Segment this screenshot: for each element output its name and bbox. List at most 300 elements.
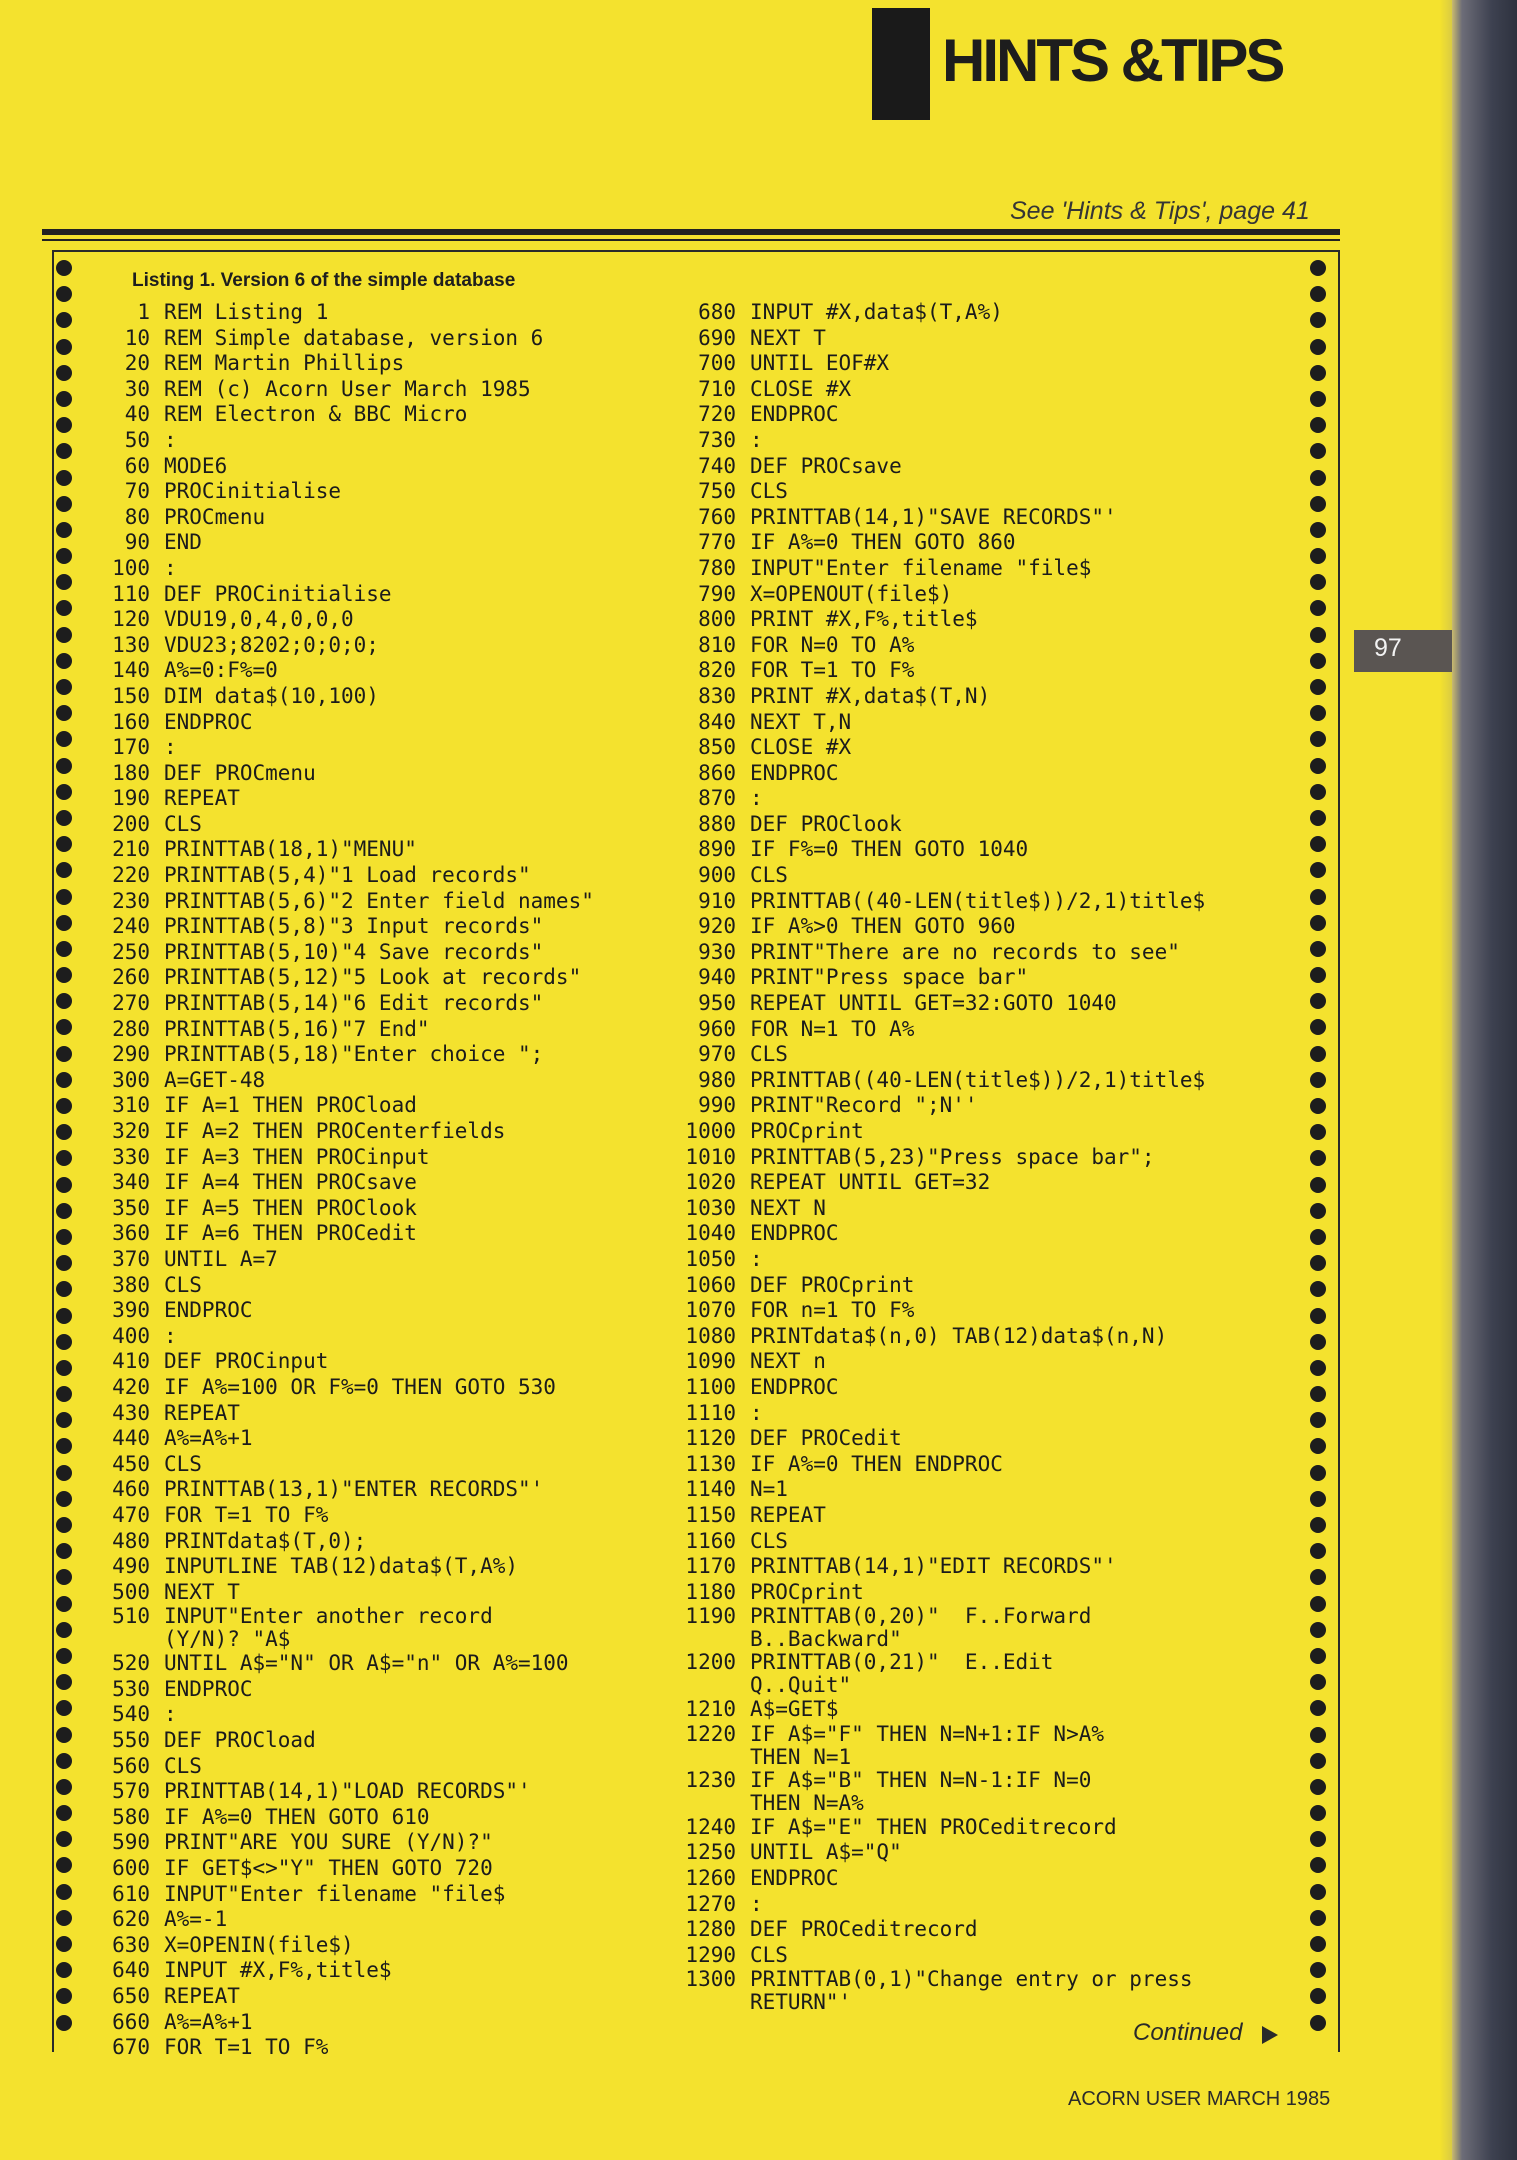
line-number: 330	[112, 1144, 150, 1169]
code-text: DEF PROCeditrecord	[750, 1917, 978, 1942]
header-accent-bar	[872, 8, 930, 120]
code-line	[658, 607, 1205, 633]
code-line	[658, 1723, 1205, 1769]
tractor-hole	[1310, 260, 1326, 276]
line-number: 1200	[685, 1650, 736, 1675]
code-text: IF A=2 THEN PROCenterfields	[164, 1119, 506, 1143]
code-text: IF A%=100 OR F%=0 THEN GOTO 530	[164, 1374, 556, 1399]
tractor-hole	[56, 2015, 72, 2031]
tractor-hole	[1310, 1072, 1326, 1088]
tractor-hole	[1310, 1962, 1326, 1978]
code-line	[72, 1907, 594, 1933]
line-number: 1300	[685, 1967, 736, 1992]
tractor-hole	[56, 731, 72, 747]
code-line	[72, 1273, 594, 1299]
tractor-hole	[56, 312, 72, 328]
line-number: 1090	[685, 1349, 736, 1374]
line-number: 570	[112, 1779, 150, 1804]
code-text: END	[164, 530, 202, 555]
line-number: 180	[112, 760, 150, 785]
code-text: NEXT T,N	[750, 709, 852, 734]
code-line	[658, 582, 1205, 608]
code-text: PRINTTAB(5,18)"Enter choice ";	[164, 1042, 544, 1067]
line-number: 350	[112, 1195, 150, 1220]
line-number: 1190	[685, 1604, 736, 1629]
line-number: 1250	[685, 1840, 736, 1865]
tractor-hole	[56, 1648, 72, 1664]
code-text: MODE6	[164, 453, 228, 478]
code-text: PROCinitialise	[164, 479, 342, 504]
code-text: DIM data$(10,100)	[164, 683, 379, 708]
code-text: REPEAT	[750, 1502, 826, 1527]
code-line	[658, 1170, 1205, 1196]
line-number: 480	[112, 1528, 150, 1553]
line-number: 1280	[685, 1917, 736, 1942]
line-number: 150	[112, 683, 150, 708]
code-text: INPUT #X,F%,title$	[164, 1958, 392, 1983]
line-number: 770	[698, 530, 736, 555]
tractor-hole	[1310, 889, 1326, 905]
code-text: PROCprint	[750, 1579, 864, 1604]
line-number: 1010	[685, 1144, 736, 1169]
code-text: IF A%=0 THEN GOTO 860	[750, 530, 1016, 555]
tractor-hole	[1310, 470, 1326, 486]
code-line	[72, 1958, 594, 1984]
line-number: 250	[112, 939, 150, 964]
line-number: 440	[112, 1426, 150, 1451]
line-number: 60	[124, 453, 150, 478]
code-line	[72, 1042, 594, 1068]
tractor-hole	[1310, 1857, 1326, 1873]
code-line	[72, 889, 594, 915]
code-line	[72, 1580, 594, 1606]
code-line	[72, 914, 594, 940]
code-line	[72, 837, 594, 863]
code-text: IF GET$<>"Y" THEN GOTO 720	[164, 1856, 493, 1881]
code-line	[658, 1042, 1205, 1068]
code-line	[72, 1452, 594, 1478]
tractor-hole	[1310, 731, 1326, 747]
code-line	[658, 1298, 1205, 1324]
code-line	[72, 1702, 594, 1728]
tractor-hole	[56, 1255, 72, 1271]
tractor-hole	[56, 417, 72, 433]
line-number: 990	[698, 1093, 736, 1118]
code-text: REPEAT	[164, 786, 240, 811]
tractor-hole	[56, 1674, 72, 1690]
line-number: 340	[112, 1170, 150, 1195]
line-number: 190	[112, 786, 150, 811]
line-number: 70	[124, 479, 150, 504]
tractor-hole	[56, 1124, 72, 1140]
code-line	[658, 1917, 1205, 1943]
line-number: 290	[112, 1042, 150, 1067]
tractor-hole	[56, 574, 72, 590]
code-line	[72, 735, 594, 761]
code-text: PRINTdata$(T,0);	[164, 1528, 367, 1553]
line-number: 690	[698, 325, 736, 350]
tractor-hole	[56, 1229, 72, 1245]
tractor-hole	[1310, 1150, 1326, 1166]
code-text: ENDPROC	[164, 709, 253, 734]
code-line	[658, 1375, 1205, 1401]
code-line	[658, 300, 1205, 326]
tractor-hole	[1310, 1805, 1326, 1821]
line-number: 660	[112, 2009, 150, 2034]
listing-caption: Listing 1. Version 6 of the simple database	[132, 270, 516, 291]
tractor-hole	[56, 1177, 72, 1193]
tractor-hole	[56, 1543, 72, 1559]
code-line	[72, 1779, 594, 1805]
code-text: IF F%=0 THEN GOTO 1040	[750, 837, 1029, 862]
code-text: IF A=6 THEN PROCedit	[164, 1221, 417, 1246]
tractor-hole	[1310, 574, 1326, 590]
code-text: PRINTTAB(5,23)"Press space bar";	[750, 1144, 1155, 1169]
code-line	[72, 505, 594, 531]
code-text: PRINTTAB(5,10)"4 Save records"	[164, 939, 544, 964]
line-number: 1220	[685, 1721, 736, 1746]
line-number: 610	[112, 1881, 150, 1906]
line-number: 1160	[685, 1528, 736, 1553]
code-line	[658, 1324, 1205, 1350]
tractor-hole	[1310, 312, 1326, 328]
code-line	[658, 351, 1205, 377]
tractor-hole	[56, 1779, 72, 1795]
line-number: 1260	[685, 1866, 736, 1891]
code-line	[658, 837, 1205, 863]
line-number: 960	[698, 1016, 736, 1041]
code-text: CLS	[750, 1042, 788, 1067]
code-text: :	[750, 1891, 763, 1916]
code-line	[658, 1651, 1205, 1697]
code-line	[658, 1840, 1205, 1866]
code-text: :	[750, 1246, 763, 1271]
line-number: 630	[112, 1932, 150, 1957]
code-text: A%=A%+1	[164, 2009, 253, 2034]
tractor-hole	[1310, 417, 1326, 433]
line-number: 750	[698, 479, 736, 504]
line-number: 1170	[685, 1554, 736, 1579]
code-line	[658, 965, 1205, 991]
tractor-hole	[56, 1753, 72, 1769]
code-line	[72, 1324, 594, 1350]
code-line	[658, 1892, 1205, 1918]
code-text: REM Listing 1	[164, 300, 329, 324]
tractor-hole	[1310, 679, 1326, 695]
line-number: 830	[698, 683, 736, 708]
line-number: 980	[698, 1067, 736, 1092]
line-number: 650	[112, 1984, 150, 2008]
line-number: 840	[698, 709, 736, 734]
tractor-hole	[1310, 836, 1326, 852]
code-line	[658, 1529, 1205, 1555]
tractor-hole	[56, 443, 72, 459]
code-text: DEF PROCinitialise	[164, 581, 392, 606]
code-line	[658, 1221, 1205, 1247]
code-line	[72, 1017, 594, 1043]
line-number: 200	[112, 811, 150, 836]
code-line	[72, 1119, 594, 1145]
tractor-hole	[1310, 1386, 1326, 1402]
code-text: IF A$="F" THEN N=N+1:IF N>A% THEN N=1	[750, 1721, 1105, 1769]
code-line	[72, 863, 594, 889]
tractor-hole	[1310, 1124, 1326, 1140]
line-number: 170	[112, 735, 150, 760]
code-line	[658, 1145, 1205, 1171]
code-line	[658, 786, 1205, 812]
code-text: IF A%=0 THEN ENDPROC	[750, 1451, 1003, 1476]
code-text: FOR T=1 TO F%	[750, 658, 915, 683]
tractor-hole	[1310, 1988, 1326, 2004]
code-line	[658, 658, 1205, 684]
line-number: 760	[698, 504, 736, 529]
code-line	[658, 1477, 1205, 1503]
tractor-hole	[1310, 1543, 1326, 1559]
code-line	[658, 1401, 1205, 1427]
code-text: A%=-1	[164, 1907, 228, 1932]
tractor-hole	[56, 653, 72, 669]
line-number: 520	[112, 1651, 150, 1676]
tractor-hole	[56, 836, 72, 852]
code-line	[72, 351, 594, 377]
tractor-hole	[56, 627, 72, 643]
tractor-hole	[1310, 1674, 1326, 1690]
line-number: 320	[112, 1119, 150, 1143]
code-text: IF A=3 THEN PROCinput	[164, 1144, 430, 1169]
code-text: INPUTLINE TAB(12)data$(T,A%)	[164, 1554, 519, 1579]
code-text: PRINTTAB(5,14)"6 Edit records"	[164, 991, 544, 1016]
code-text: PRINTTAB(14,1)"SAVE RECORDS"'	[750, 504, 1117, 529]
tractor-hole	[56, 1517, 72, 1533]
line-number: 500	[112, 1579, 150, 1604]
tractor-hole	[1310, 1412, 1326, 1428]
page-number: 97	[1374, 634, 1402, 662]
line-number: 260	[112, 965, 150, 990]
code-text: :	[750, 786, 763, 811]
tractor-hole	[56, 1465, 72, 1481]
line-number: 870	[698, 786, 736, 811]
tractor-hole	[56, 470, 72, 486]
tractor-hole	[1310, 967, 1326, 983]
line-number: 1140	[685, 1477, 736, 1502]
code-line	[658, 1769, 1205, 1815]
tractor-hole	[56, 705, 72, 721]
tractor-hole	[56, 1700, 72, 1716]
line-number: 510	[112, 1604, 150, 1629]
line-number: 370	[112, 1246, 150, 1271]
code-text: :	[750, 1400, 763, 1425]
line-number: 1050	[685, 1246, 736, 1271]
code-text: PRINT #X,F%,title$	[750, 607, 978, 632]
code-line	[72, 326, 594, 352]
code-text: FOR T=1 TO F%	[164, 2035, 329, 2060]
tractor-hole	[56, 1072, 72, 1088]
tractor-hole	[56, 365, 72, 381]
code-text: DEF PROCload	[164, 1728, 316, 1753]
code-line	[658, 1943, 1205, 1969]
code-text: A$=GET$	[750, 1697, 839, 1722]
code-line	[72, 1754, 594, 1780]
code-text: DEF PROCsave	[750, 453, 902, 478]
tractor-hole	[1310, 522, 1326, 538]
code-line	[658, 684, 1205, 710]
line-number: 580	[112, 1804, 150, 1829]
tractor-hole	[56, 1569, 72, 1585]
tractor-hole	[1310, 862, 1326, 878]
line-number: 590	[112, 1830, 150, 1855]
code-text: CLS	[164, 1451, 202, 1476]
line-number: 860	[698, 760, 736, 785]
tractor-hole	[1310, 496, 1326, 512]
code-line	[72, 1145, 594, 1171]
tractor-hole	[1310, 1229, 1326, 1245]
line-number: 1270	[685, 1891, 736, 1916]
code-line	[72, 428, 594, 454]
code-text: ENDPROC	[164, 1676, 253, 1701]
tractor-hole	[56, 1727, 72, 1743]
code-text: PRINTTAB(13,1)"ENTER RECORDS"'	[164, 1477, 544, 1502]
line-number: 1080	[685, 1323, 736, 1348]
tractor-hole	[1310, 810, 1326, 826]
code-line	[72, 658, 594, 684]
code-text: PRINTTAB(14,1)"EDIT RECORDS"'	[750, 1554, 1117, 1579]
line-number: 220	[112, 863, 150, 888]
code-column-left	[72, 300, 594, 2061]
tractor-hole	[1310, 1622, 1326, 1638]
tractor-hole	[56, 1596, 72, 1612]
code-line	[658, 1697, 1205, 1723]
code-text: DEF PROCinput	[164, 1349, 329, 1374]
tractor-hole	[1310, 653, 1326, 669]
line-number: 460	[112, 1477, 150, 1502]
tractor-holes-right	[1310, 260, 1328, 2041]
tractor-hole	[56, 1962, 72, 1978]
tractor-hole	[56, 862, 72, 878]
code-text: CLS	[750, 863, 788, 888]
code-text: X=OPENOUT(file$)	[750, 581, 953, 606]
line-number: 600	[112, 1856, 150, 1881]
tractor-hole	[1310, 1596, 1326, 1612]
tractor-hole	[1310, 1308, 1326, 1324]
line-number: 300	[112, 1067, 150, 1092]
tractor-hole	[56, 1360, 72, 1376]
line-number: 1180	[685, 1579, 736, 1604]
line-number: 530	[112, 1676, 150, 1701]
line-number: 970	[698, 1042, 736, 1067]
code-text: IF A=1 THEN PROCload	[164, 1093, 417, 1118]
code-text: FOR N=1 TO A%	[750, 1016, 915, 1041]
code-line	[658, 863, 1205, 889]
tractor-hole	[56, 889, 72, 905]
code-line	[658, 914, 1205, 940]
page-subtitle: See 'Hints & Tips', page 41	[1010, 197, 1310, 225]
code-line	[72, 1503, 594, 1529]
code-line	[658, 1017, 1205, 1043]
code-line	[658, 633, 1205, 659]
line-number: 280	[112, 1016, 150, 1041]
code-text: :	[164, 427, 177, 452]
code-text: PROCmenu	[164, 504, 266, 529]
code-text: DEF PROCedit	[750, 1426, 902, 1451]
code-line	[72, 1882, 594, 1908]
continued-arrow-icon	[1262, 2026, 1278, 2044]
code-line	[72, 812, 594, 838]
tractor-hole	[1310, 339, 1326, 355]
line-number: 550	[112, 1728, 150, 1753]
code-text: UNTIL A=7	[164, 1246, 278, 1271]
code-line	[658, 556, 1205, 582]
code-line	[72, 1196, 594, 1222]
code-text: X=OPENIN(file$)	[164, 1932, 354, 1957]
code-line	[72, 1830, 594, 1856]
line-number: 920	[698, 914, 736, 939]
line-number: 490	[112, 1554, 150, 1579]
code-line	[72, 761, 594, 787]
code-text: IF A=4 THEN PROCsave	[164, 1170, 417, 1195]
code-line	[72, 1170, 594, 1196]
tractor-hole	[56, 1857, 72, 1873]
code-line	[72, 1856, 594, 1882]
page-edge	[1452, 0, 1517, 2160]
line-number: 850	[698, 735, 736, 760]
code-text: PRINTTAB(0,20)" F..Forward B..Backward"	[750, 1604, 1092, 1652]
code-text: PRINTTAB(0,1)"Change entry or press RETURN"'	[750, 1967, 1193, 2015]
tractor-hole	[1310, 1019, 1326, 1035]
code-line	[72, 2010, 594, 2036]
tractor-hole	[56, 1884, 72, 1900]
code-line	[72, 1247, 594, 1273]
line-number: 950	[698, 991, 736, 1016]
code-line	[658, 505, 1205, 531]
code-text: REPEAT	[164, 1400, 240, 1425]
code-line	[658, 1196, 1205, 1222]
code-line	[658, 991, 1205, 1017]
line-number: 140	[112, 658, 150, 683]
line-number: 1060	[685, 1272, 736, 1297]
code-text: REPEAT UNTIL GET=32:GOTO 1040	[750, 991, 1117, 1016]
tractor-hole	[56, 391, 72, 407]
tractor-hole	[1310, 1569, 1326, 1585]
code-text: INPUT"Enter filename "file$	[750, 555, 1092, 580]
code-line	[658, 1452, 1205, 1478]
code-text: A%=0:F%=0	[164, 658, 278, 683]
header-rule	[42, 229, 1340, 235]
tractor-hole	[1310, 2015, 1326, 2031]
code-line	[72, 377, 594, 403]
line-number: 210	[112, 837, 150, 862]
line-number: 270	[112, 991, 150, 1016]
line-number: 700	[698, 351, 736, 376]
code-text: :	[164, 1323, 177, 1348]
code-line	[72, 1529, 594, 1555]
code-line	[72, 1375, 594, 1401]
tractor-hole	[1310, 1753, 1326, 1769]
tractor-hole	[1310, 1831, 1326, 1847]
code-text: IF A%>0 THEN GOTO 960	[750, 914, 1016, 939]
code-column-right	[658, 300, 1205, 2014]
tractor-hole	[56, 1019, 72, 1035]
tractor-hole	[56, 522, 72, 538]
code-text: FOR T=1 TO F%	[164, 1502, 329, 1527]
code-text: NEXT T	[750, 325, 826, 350]
tractor-hole	[1310, 1491, 1326, 1507]
code-text: REM Simple database, version 6	[164, 325, 544, 350]
code-text: PRINTTAB((40-LEN(title$))/2,1)title$	[750, 888, 1206, 913]
line-number: 1130	[685, 1451, 736, 1476]
line-number: 1040	[685, 1221, 736, 1246]
line-number: 120	[112, 607, 150, 632]
code-line	[658, 1247, 1205, 1273]
